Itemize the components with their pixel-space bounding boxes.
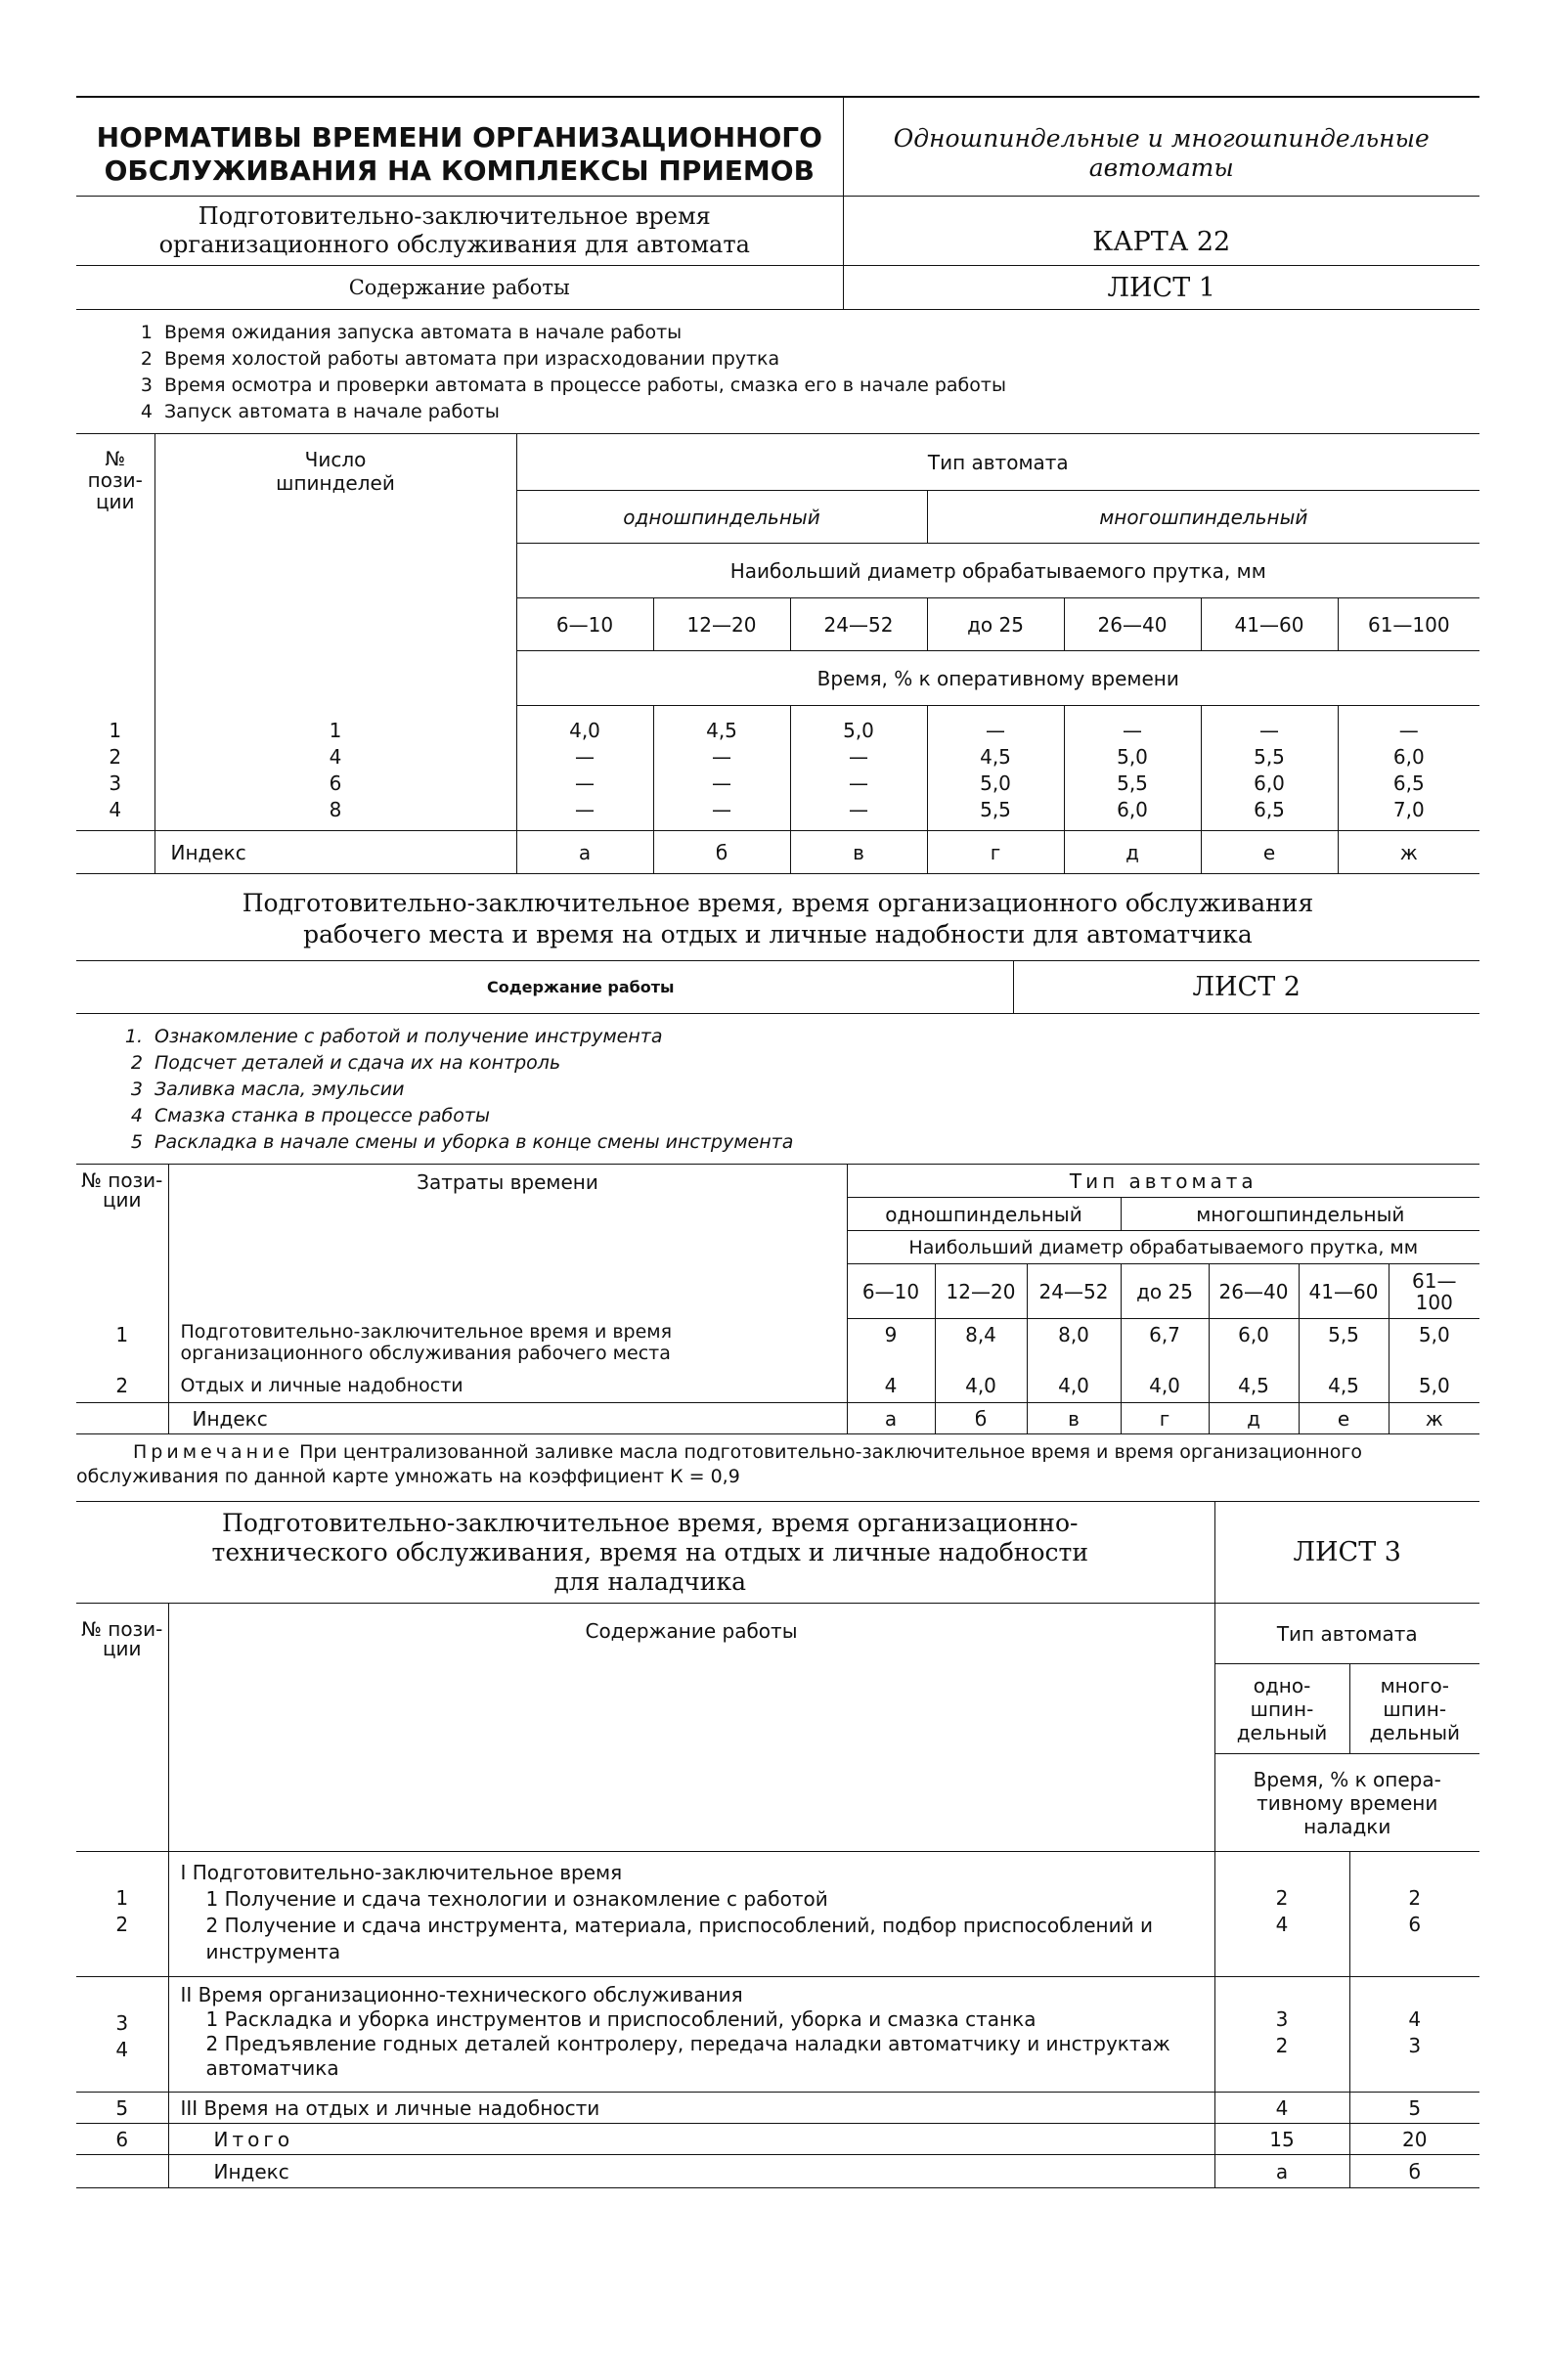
diameter-header: Наибольший диаметр обрабатываемого прутка, мм bbox=[516, 544, 1479, 598]
sheet2-header bbox=[76, 960, 1479, 1014]
time-label: Время, % к оперативному времени bbox=[516, 651, 1479, 706]
value-cell: 5,0 bbox=[1389, 1370, 1479, 1403]
single-spindle-header: одношпиндельный bbox=[847, 1198, 1121, 1231]
range-cell: 24—52 bbox=[1027, 1264, 1121, 1319]
document-page bbox=[76, 96, 1479, 2188]
single-values: 3 2 bbox=[1214, 1977, 1349, 2093]
list-item: 2 Подсчет деталей и сдача их на контроль bbox=[130, 1052, 561, 1074]
single-spindle-header: одно- шпин- дельный bbox=[1214, 1664, 1349, 1754]
machine-type: Одношпиндельные и многошпиндельные автоматы bbox=[843, 97, 1479, 197]
col-position: № пози- ции bbox=[76, 1604, 168, 1852]
row-position: 6 bbox=[76, 2124, 168, 2155]
index-cell: е bbox=[1201, 831, 1338, 874]
value-column: 5,0 — — — bbox=[790, 706, 927, 831]
value-column: 4,0 — — — bbox=[516, 706, 653, 831]
positions-column: 1 2 bbox=[76, 1852, 168, 1977]
index-cell: а bbox=[516, 831, 653, 874]
spindles-column: 1 4 6 8 bbox=[154, 706, 516, 831]
col-position: № пози- ции bbox=[76, 1165, 168, 1319]
sheet2-items bbox=[76, 1014, 1479, 1164]
single-spindle-header: одношпиндельный bbox=[516, 491, 927, 544]
note-label: Примечание bbox=[133, 1441, 294, 1463]
multi-values: 4 3 bbox=[1349, 1977, 1479, 2093]
row-description: 1 Раскладка и уборка инструментов и приспособлений, уборка и смазка станка bbox=[205, 2007, 1037, 2031]
positions-column: 3 4 bbox=[76, 1977, 168, 2093]
list-item: 5 Раскладка в начале смены и уборка в конце смены инструмента bbox=[130, 1131, 794, 1153]
row-position: 5 bbox=[76, 2093, 168, 2124]
index-cell: г bbox=[1121, 1403, 1209, 1434]
value-cell: 9 bbox=[847, 1319, 935, 1370]
sheet1-table bbox=[76, 433, 1479, 874]
value-cell: 4,5 bbox=[1209, 1370, 1299, 1403]
row-description: III Время на отдых и личные надобности bbox=[168, 2093, 1214, 2124]
row-description: Подготовительно-заключительное время и время организационного обслуживания рабочего места bbox=[168, 1319, 847, 1370]
range-cell: 26—40 bbox=[1209, 1264, 1299, 1319]
sheet3-table bbox=[76, 1501, 1479, 2188]
sheet3-label: ЛИСТ 3 bbox=[1214, 1502, 1479, 1604]
range-cell: 26—40 bbox=[1064, 598, 1201, 651]
range-cell: до 25 bbox=[927, 598, 1064, 651]
list-item: 4 Смазка станка в процессе работы bbox=[130, 1105, 490, 1126]
range-cell: 41—60 bbox=[1201, 598, 1338, 651]
multi-spindle-header: многошпиндельный bbox=[1121, 1198, 1479, 1231]
value-cell: 4 bbox=[1214, 2093, 1349, 2124]
value-cell: 4,0 bbox=[935, 1370, 1027, 1403]
index-cell: е bbox=[1299, 1403, 1389, 1434]
index-label: Индекс bbox=[154, 831, 516, 874]
value-cell: 8,4 bbox=[935, 1319, 1027, 1370]
index-label: Индекс bbox=[168, 2155, 1214, 2188]
col-machine-type: Тип автомата bbox=[1276, 1621, 1418, 1646]
sheet2-title: Подготовительно-заключительное время, время организационного обслуживания рабочего места и время на отдых и личные надобности для автоматчика bbox=[242, 889, 1314, 948]
col-machine-type: Тип автомата bbox=[516, 434, 1479, 491]
row-description: 2 Получение и сдача инструмента, материала, приспособлений, подбор приспособлений и инструмента bbox=[205, 1914, 1153, 1963]
single-values: 2 4 bbox=[1214, 1852, 1349, 1977]
list-item: 4 Запуск автомата в начале работы bbox=[140, 401, 500, 422]
group1-title: I Подготовительно-заключительное время bbox=[180, 1861, 623, 1884]
row-position: 2 bbox=[76, 1370, 168, 1403]
value-cell: 6,0 bbox=[1209, 1319, 1299, 1370]
value-column: — 6,0 6,5 7,0 bbox=[1338, 706, 1479, 831]
row-description: Отдых и личные надобности bbox=[168, 1370, 847, 1403]
index-cell: ж bbox=[1399, 840, 1418, 864]
row-description: 1 Получение и сдача технологии и ознакомление с работой bbox=[205, 1887, 828, 1911]
note-text: При централизованной заливке масла подготовительно-заключительное время и время организационного обслуживания по данной карте умножать на коэффициент К = 0,9 bbox=[76, 1441, 1363, 1487]
list-item: 3 Время осмотра и проверки автомата в процессе работы, смазка его в начале работы bbox=[140, 375, 1006, 396]
group1-content bbox=[168, 1852, 1214, 1977]
value-cell: 4,0 bbox=[1027, 1370, 1121, 1403]
index-cell: д bbox=[1064, 831, 1201, 874]
index-cell: д bbox=[1209, 1403, 1299, 1434]
range-cell: 24—52 bbox=[790, 598, 927, 651]
value-column: 4,5 — — — bbox=[653, 706, 790, 831]
col-work-content: Содержание работы bbox=[168, 1604, 1214, 1852]
value-column: — 5,0 5,5 6,0 bbox=[1064, 706, 1201, 831]
value-cell: 4,0 bbox=[1121, 1370, 1209, 1403]
range-cell: 61— 100 bbox=[1389, 1264, 1479, 1319]
row-description: 2 Предъявление годных деталей контролеру, передача наладки автоматчику и инструктаж автоматчика bbox=[205, 2032, 1170, 2080]
value-cell: 5 bbox=[1349, 2093, 1479, 2124]
sheet2-label: ЛИСТ 2 bbox=[1192, 972, 1301, 1002]
main-title: НОРМАТИВЫ ВРЕМЕНИ ОРГАНИЗАЦИОННОГО ОБСЛУЖИВАНИЯ НА КОМПЛЕКСЫ ПРИЕМОВ bbox=[76, 97, 843, 197]
header-table bbox=[76, 96, 1479, 310]
card-number: КАРТА 22 bbox=[843, 197, 1479, 266]
header-subtitle: Подготовительно-заключительное время организационного обслуживания для автомата bbox=[76, 197, 843, 266]
sheet2-table bbox=[76, 1164, 1479, 1434]
index-cell: б bbox=[1408, 2159, 1421, 2183]
multi-values: 2 6 bbox=[1349, 1852, 1479, 1977]
index-cell: б bbox=[935, 1403, 1027, 1434]
value-cell: 5,5 bbox=[1299, 1319, 1389, 1370]
range-cell: 12—20 bbox=[935, 1264, 1027, 1319]
range-cell: 61—100 bbox=[1338, 598, 1479, 651]
group2-title: II Время организационно-технического обслуживания bbox=[180, 1983, 743, 2006]
time-label: Время, % к опера- тивному времени наладки bbox=[1214, 1754, 1479, 1852]
index-cell: ж bbox=[1425, 1406, 1443, 1431]
range-cell: 41—60 bbox=[1299, 1264, 1389, 1319]
col-position: № пози- ции bbox=[76, 434, 154, 706]
work-content-label: Содержание работы bbox=[76, 961, 1013, 1014]
row-position: 1 bbox=[76, 1319, 168, 1370]
range-cell: до 25 bbox=[1121, 1264, 1209, 1319]
index-cell: г bbox=[927, 831, 1064, 874]
list-item: 1. Ознакомление с работой и получение инструмента bbox=[124, 1026, 663, 1047]
value-cell: 4,5 bbox=[1299, 1370, 1389, 1403]
value-column: — 4,5 5,0 5,5 bbox=[927, 706, 1064, 831]
range-cell: 6—10 bbox=[847, 1264, 935, 1319]
multi-spindle-header: многошпиндельный bbox=[927, 491, 1479, 544]
work-content-label: Содержание работы bbox=[76, 266, 843, 310]
diameter-header: Наибольший диаметр обрабатываемого прутка, мм bbox=[847, 1231, 1479, 1264]
list-item: 3 Заливка масла, эмульсии bbox=[130, 1079, 405, 1100]
value-cell: 6,7 bbox=[1121, 1319, 1209, 1370]
sheet3-title: Подготовительно-заключительное время, время организационно-технического обслуживания, время на отдых и личные надобности для наладчика bbox=[76, 1502, 1214, 1604]
list-item: 2 Время холостой работы автомата при израсходовании прутка bbox=[140, 348, 780, 370]
sheet1-label: ЛИСТ 1 bbox=[843, 266, 1479, 310]
multi-spindle-header: много- шпин- дельный bbox=[1349, 1664, 1479, 1754]
index-label: Индекс bbox=[168, 1403, 847, 1434]
value-cell: 20 bbox=[1349, 2124, 1479, 2155]
range-cell: 12—20 bbox=[653, 598, 790, 651]
value-cell: 15 bbox=[1214, 2124, 1349, 2155]
value-column: — 5,5 6,0 6,5 bbox=[1201, 706, 1338, 831]
col-machine-type: Тип автомата bbox=[847, 1165, 1479, 1198]
list-item: 1 Время ожидания запуска автомата в начале работы bbox=[140, 322, 683, 343]
value-cell: 5,0 bbox=[1418, 1323, 1450, 1346]
col-time-cost: Затраты времени bbox=[168, 1165, 847, 1319]
range-cell: 6—10 bbox=[516, 598, 653, 651]
sheet1-items bbox=[76, 310, 1479, 433]
index-cell: в bbox=[790, 831, 927, 874]
index-cell: в bbox=[1027, 1403, 1121, 1434]
index-cell: а bbox=[1214, 2155, 1349, 2188]
col-spindles: Число шпинделей bbox=[154, 434, 516, 706]
total-label: Итого bbox=[168, 2124, 1214, 2155]
group2-content bbox=[168, 1977, 1214, 2093]
value-cell: 8,0 bbox=[1027, 1319, 1121, 1370]
index-cell: а bbox=[847, 1403, 935, 1434]
index-cell: б bbox=[653, 831, 790, 874]
value-cell: 4 bbox=[847, 1370, 935, 1403]
sheet2-note bbox=[76, 1434, 1479, 1501]
positions-column: 1 2 3 4 bbox=[76, 706, 154, 831]
